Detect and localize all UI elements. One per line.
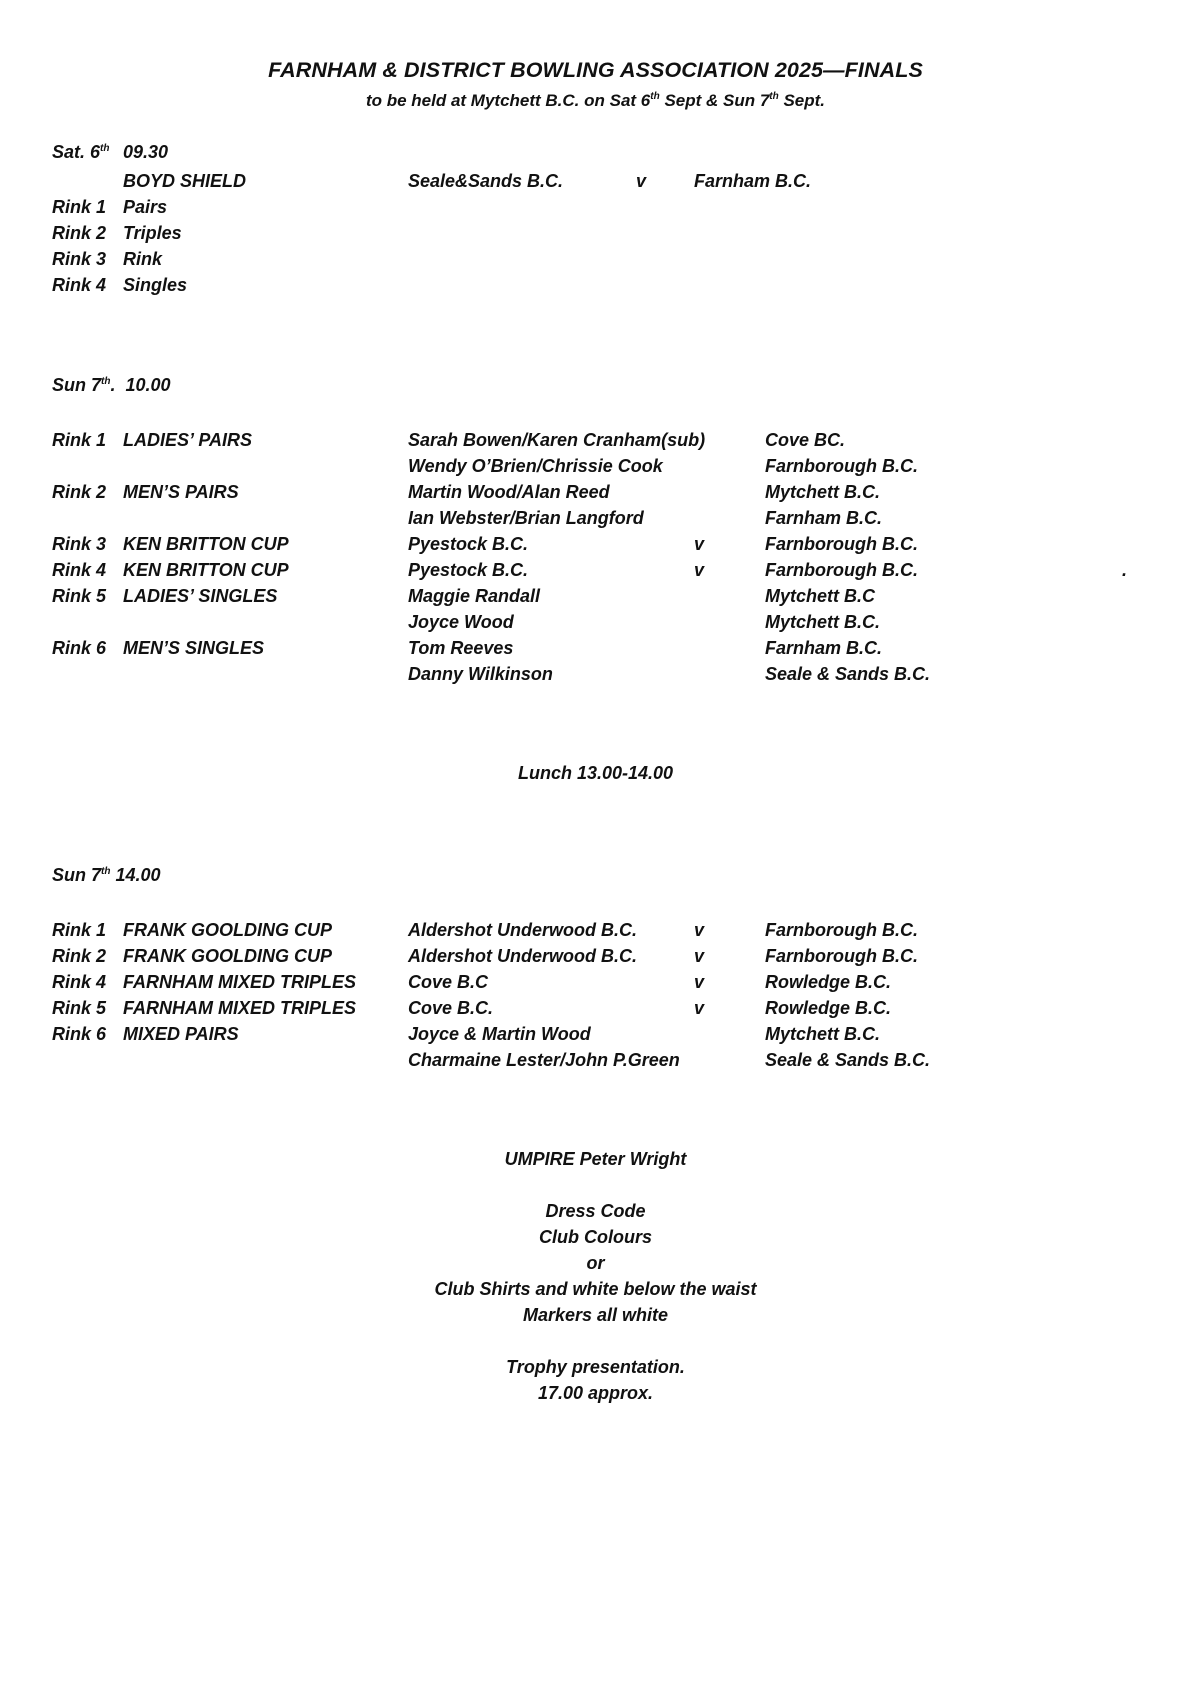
afternoon-team2: Farnborough B.C. (765, 946, 918, 966)
document-title: FARNHAM & DISTRICT BOWLING ASSOCIATION 2025—FINALS (268, 58, 923, 82)
morning-team2: Mytchett B.C. (765, 482, 881, 502)
afternoon-team2: Rowledge B.C. (765, 972, 892, 992)
morning-row (0, 453, 1191, 479)
morning-rink: Rink 4 (52, 560, 107, 580)
saturday-team2: Farnham B.C. (694, 171, 812, 191)
morning-event: MEN’S SINGLES (123, 638, 265, 658)
trophy-line: Trophy presentation. (506, 1357, 685, 1377)
morning-rink: Rink 2 (52, 482, 107, 502)
morning-row (0, 635, 1191, 661)
dress-code-line: Dress Code (545, 1201, 646, 1221)
morning-team1: Sarah Bowen/Karen Cranham(sub) (408, 430, 706, 450)
afternoon-event: FARNHAM MIXED TRIPLES (123, 972, 357, 992)
saturday-team1: Seale&Sands B.C. (408, 171, 564, 191)
afternoon-team1: Joyce & Martin Wood (408, 1024, 591, 1044)
saturday-rink-row (0, 194, 1191, 220)
rink-event: Singles (123, 275, 188, 295)
dress-code-line: Markers all white (522, 1305, 669, 1325)
saturday-boyd-row (0, 168, 1191, 194)
afternoon-vs: v (694, 998, 705, 1018)
afternoon-team2: Seale & Sands B.C. (765, 1050, 931, 1070)
afternoon-event: FARNHAM MIXED TRIPLES (123, 998, 357, 1018)
afternoon-row (0, 917, 1191, 943)
afternoon-team1: Charmaine Lester/John P.Green (408, 1050, 680, 1070)
rink-label: Rink 1 (52, 197, 107, 217)
afternoon-rink: Rink 6 (52, 1024, 107, 1044)
subtitle-sup-2: th (769, 91, 779, 102)
morning-rink: Rink 6 (52, 638, 107, 658)
saturday-heading (52, 142, 109, 163)
morning-event: KEN BRITTON CUP (123, 534, 289, 554)
morning-team2: Mytchett B.C. (765, 612, 881, 632)
afternoon-row (0, 1021, 1191, 1047)
afternoon-event: FRANK GOOLDING CUP (123, 946, 332, 966)
saturday-rink-row (0, 246, 1191, 272)
morning-row (0, 609, 1191, 635)
morning-row (0, 505, 1191, 531)
morning-team2: Cove BC. (765, 430, 846, 450)
morning-event: LADIES’ SINGLES (123, 586, 278, 606)
dress-code-line: Club Colours (539, 1227, 652, 1247)
sunday-morning-day-sup: th (101, 376, 111, 387)
afternoon-team1: Cove B.C. (408, 998, 494, 1018)
rink-event: Triples (123, 223, 182, 243)
morning-team1: Maggie Randall (408, 586, 541, 606)
trophy-line: 17.00 approx. (537, 1383, 654, 1403)
morning-event: MEN’S PAIRS (123, 482, 239, 502)
afternoon-team1: Aldershot Underwood B.C. (408, 946, 637, 966)
sunday-afternoon-day-sup: th (101, 866, 111, 877)
afternoon-event: MIXED PAIRS (123, 1024, 239, 1044)
sunday-afternoon-heading (52, 865, 161, 886)
subtitle-post: Sept. (778, 91, 826, 110)
morning-team2: Mytchett B.C (765, 586, 876, 606)
morning-team1: Wendy O’Brien/Chrissie Cook (408, 456, 663, 476)
morning-team1: Danny Wilkinson (408, 664, 553, 684)
afternoon-rink: Rink 1 (52, 920, 107, 940)
afternoon-row (0, 995, 1191, 1021)
afternoon-team2: Mytchett B.C. (765, 1024, 881, 1044)
morning-team1: Joyce Wood (408, 612, 514, 632)
dress-code-line: or (586, 1253, 605, 1273)
stray-dot: . (1122, 560, 1128, 580)
sunday-afternoon-day: Sun 7 (52, 865, 102, 885)
subtitle-pre: to be held at Mytchett B.C. on Sat 6 (365, 91, 651, 110)
morning-team1: Tom Reeves (408, 638, 514, 658)
afternoon-team1: Aldershot Underwood B.C. (408, 920, 637, 940)
saturday-event: BOYD SHIELD (123, 171, 247, 191)
morning-event: KEN BRITTON CUP (123, 560, 289, 580)
rink-event: Rink (123, 249, 163, 269)
afternoon-team1: Cove B.C (408, 972, 489, 992)
morning-row (0, 531, 1191, 557)
umpire-text: UMPIRE Peter Wright (504, 1149, 687, 1169)
morning-row (0, 427, 1191, 453)
morning-team2: Farnborough B.C. (765, 560, 918, 580)
afternoon-row (0, 1047, 1191, 1073)
saturday-time: 09.30 (123, 142, 169, 162)
afternoon-rink: Rink 2 (52, 946, 107, 966)
morning-vs: v (694, 534, 705, 554)
morning-team1: Pyestock B.C. (408, 560, 529, 580)
rink-label: Rink 4 (52, 275, 107, 295)
afternoon-event: FRANK GOOLDING CUP (123, 920, 332, 940)
lunch-text: Lunch 13.00-14.00 (517, 763, 674, 783)
sunday-morning-time: . 10.00 (110, 375, 171, 395)
morning-team2: Farnham B.C. (765, 638, 883, 658)
morning-event: LADIES’ PAIRS (123, 430, 253, 450)
subtitle-sup-1: th (650, 91, 660, 102)
morning-row (0, 661, 1191, 687)
morning-team2: Farnborough B.C. (765, 456, 918, 476)
morning-rink: Rink 3 (52, 534, 107, 554)
afternoon-row (0, 969, 1191, 995)
afternoon-row (0, 943, 1191, 969)
saturday-rink-row (0, 272, 1191, 298)
morning-row (0, 479, 1191, 505)
saturday-day-sup: th (100, 143, 110, 154)
afternoon-rink: Rink 5 (52, 998, 107, 1018)
afternoon-vs: v (694, 972, 705, 992)
morning-row (0, 583, 1191, 609)
document-subtitle (0, 91, 1191, 111)
rink-label: Rink 3 (52, 249, 107, 269)
morning-team1: Martin Wood/Alan Reed (408, 482, 610, 502)
saturday-vs: v (636, 171, 647, 191)
afternoon-team2: Farnborough B.C. (765, 920, 918, 940)
sunday-morning-heading (52, 375, 171, 396)
morning-row (0, 557, 1191, 583)
sunday-afternoon-time: 14.00 (110, 865, 161, 885)
morning-team2: Seale & Sands B.C. (765, 664, 931, 684)
afternoon-rink: Rink 4 (52, 972, 107, 992)
morning-rink: Rink 1 (52, 430, 107, 450)
afternoon-vs: v (694, 946, 705, 966)
morning-team2: Farnham B.C. (765, 508, 883, 528)
morning-team1: Ian Webster/Brian Langford (408, 508, 644, 528)
sunday-morning-day: Sun 7 (52, 375, 102, 395)
morning-vs: v (694, 560, 705, 580)
rink-label: Rink 2 (52, 223, 107, 243)
rink-event: Pairs (123, 197, 168, 217)
subtitle-mid: Sept & Sun 7 (659, 91, 770, 110)
saturday-rink-row (0, 220, 1191, 246)
morning-rink: Rink 5 (52, 586, 107, 606)
morning-team2: Farnborough B.C. (765, 534, 918, 554)
dress-code-line: Club Shirts and white below the waist (434, 1279, 757, 1299)
saturday-day: Sat. 6 (52, 142, 101, 162)
morning-team1: Pyestock B.C. (408, 534, 529, 554)
afternoon-vs: v (694, 920, 705, 940)
afternoon-team2: Rowledge B.C. (765, 998, 892, 1018)
